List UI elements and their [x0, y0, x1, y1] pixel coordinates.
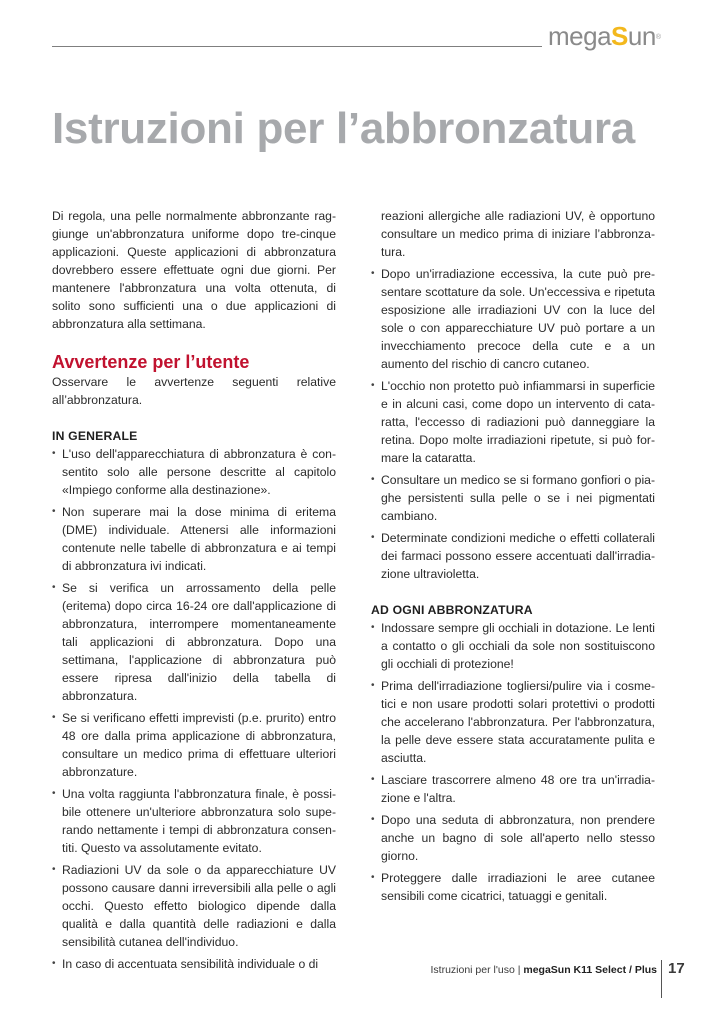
header-rule — [52, 46, 542, 47]
list-item: • Indossare sempre gli occhiali in dotazione. Le lenti a contatto o gli occhiali da sole non sostituiscono gli occhiali di protezione! — [371, 619, 655, 673]
intro-paragraph: Di regola, una pelle normalmente abbronzante raggiunge un'abbronzatura uniforme dopo tre-cinque applicazioni. Queste applicazioni di abbronzatura dovrebbero essere effettuate ogni due giorni. Per mantenere l'abbronzatura una volta ottenuta, di solito sono sufficienti una o due applicazioni di abbronzatura alla settimana. — [52, 209, 336, 331]
right-column — [371, 207, 655, 909]
registered-mark: ® — [655, 34, 661, 41]
list-item: • Prima dell'irradiazione togliersi/pulire via i cosmetici e non usare prodotti solari protettivi o prodotti che accelerano l'abbronzatura. Per l'abbronzatura, la pelle deve essere stata accuratamente pulita e asciutta. — [371, 677, 655, 767]
footer-document-label — [431, 964, 658, 976]
list-item: • Se si verifica un arrossamento della pelle (eritema) dopo circa 16-24 ore dall'applicazione di abbronzatura, interrompere momentaneamente tali applicazioni di abbronzatura. Dopo una settimana, l'applicazione di abbronzatura può essere ripresa dall'inizio della tabella di abbronzatura. — [52, 579, 336, 705]
list-item: • Dopo un'irradiazione eccessiva, la cute può presentare scottature da sole. Un'eccessiva e ripetuta esposizione alle irradiazioni UV con la luce del sole o con apparecchiature UV può portare a un invecchiamento precoce della cute e a un aumento del rischio di cancro cutaneo. — [371, 265, 655, 373]
list-item-continuation: reazioni allergiche alle radiazioni UV, è opportuno consultare un medico prima di iniziare l’abbronzatura. — [381, 209, 655, 259]
logo-suffix: un — [627, 21, 656, 51]
subheading-general: IN GENERALE — [52, 429, 138, 443]
list-item: • In caso di accentuata sensibilità individuale o di — [52, 955, 336, 973]
footer-doc-type: Istruzioni per l'uso | — [430, 964, 524, 976]
general-list — [52, 445, 336, 973]
every-session-list — [371, 619, 655, 905]
list-item: • Non superare mai la dose minima di eritema (DME) individuale. Attenersi alle informazioni contenute nelle tabelle di abbronzatura e ai tempi di abbronzatura ivi indicati. — [52, 503, 336, 575]
list-item: • Radiazioni UV da sole o da apparecchiature UV possono causare danni irreversibili alla pelle o agli occhi. Questo effetto biologico dipende dalla qualità e dalla quantità delle radiazioni e dalla sensibilità cutanea dell'individuo. — [52, 861, 336, 951]
section-heading-warnings: Avvertenze per l’utente — [52, 352, 250, 372]
subheading-every-session: AD OGNI ABBRONZATURA — [371, 603, 533, 617]
left-column — [52, 207, 336, 977]
list-item: • Se si verificano effetti imprevisti (p.e. prurito) entro 48 ore dalla prima applicazione di abbronzatura, consultare un medico prima di effettuare ulteriori abbronzature. — [52, 709, 336, 781]
list-item: • Dopo una seduta di abbronzatura, non prendere anche un bagno di sole all'aperto nello stesso giorno. — [371, 811, 655, 865]
list-item: • Consultare un medico se si formano gonfiori o piaghe persistenti sulla pelle o se i nei pigmentati cambiano. — [371, 471, 655, 525]
page-title: Istruzioni per l’abbronzatura — [52, 104, 635, 153]
logo-accent-s: S — [611, 21, 628, 51]
list-item: • Una volta raggiunta l'abbronzatura finale, è possibile ottenere un'ulteriore abbronzatura solo superando nettamente i tempi di abbronzatura consentiti. Questo va assolutamente evitato. — [52, 785, 336, 857]
list-item: • Proteggere dalle irradiazioni le aree cutanee sensibili come cicatrici, tatuaggi e genitali. — [371, 869, 655, 905]
section-intro: Osservare le avvertenze seguenti relative all’abbronzatura. — [52, 375, 336, 407]
list-item: • Lasciare trascorrere almeno 48 ore tra un'irradiazione e l'altra. — [371, 771, 655, 807]
footer-product-name: megaSun K11 Select / Plus — [523, 964, 657, 976]
logo-prefix: mega — [548, 21, 612, 51]
page-number: 17 — [668, 960, 685, 977]
megasun-logo — [548, 21, 660, 51]
footer-divider — [661, 960, 662, 998]
list-item: • Determinate condizioni mediche o effetti collaterali dei farmaci possono essere accentuati dall'irradiazione ultravioletta. — [371, 529, 655, 583]
list-item: • L'occhio non protetto può infiammarsi in superficie e in alcuni casi, come dopo un intervento di cataratta, l'eccesso di radiazioni può danneggiare la retina. Dopo molte irradiazioni ripetute, si può formare la cataratta. — [371, 377, 655, 467]
list-item: • L'uso dell'apparecchiatura di abbronzatura è consentito solo alle persone descritte al capitolo «Impiego conforme alla destinazione». — [52, 445, 336, 499]
general-list-continued — [371, 265, 655, 583]
